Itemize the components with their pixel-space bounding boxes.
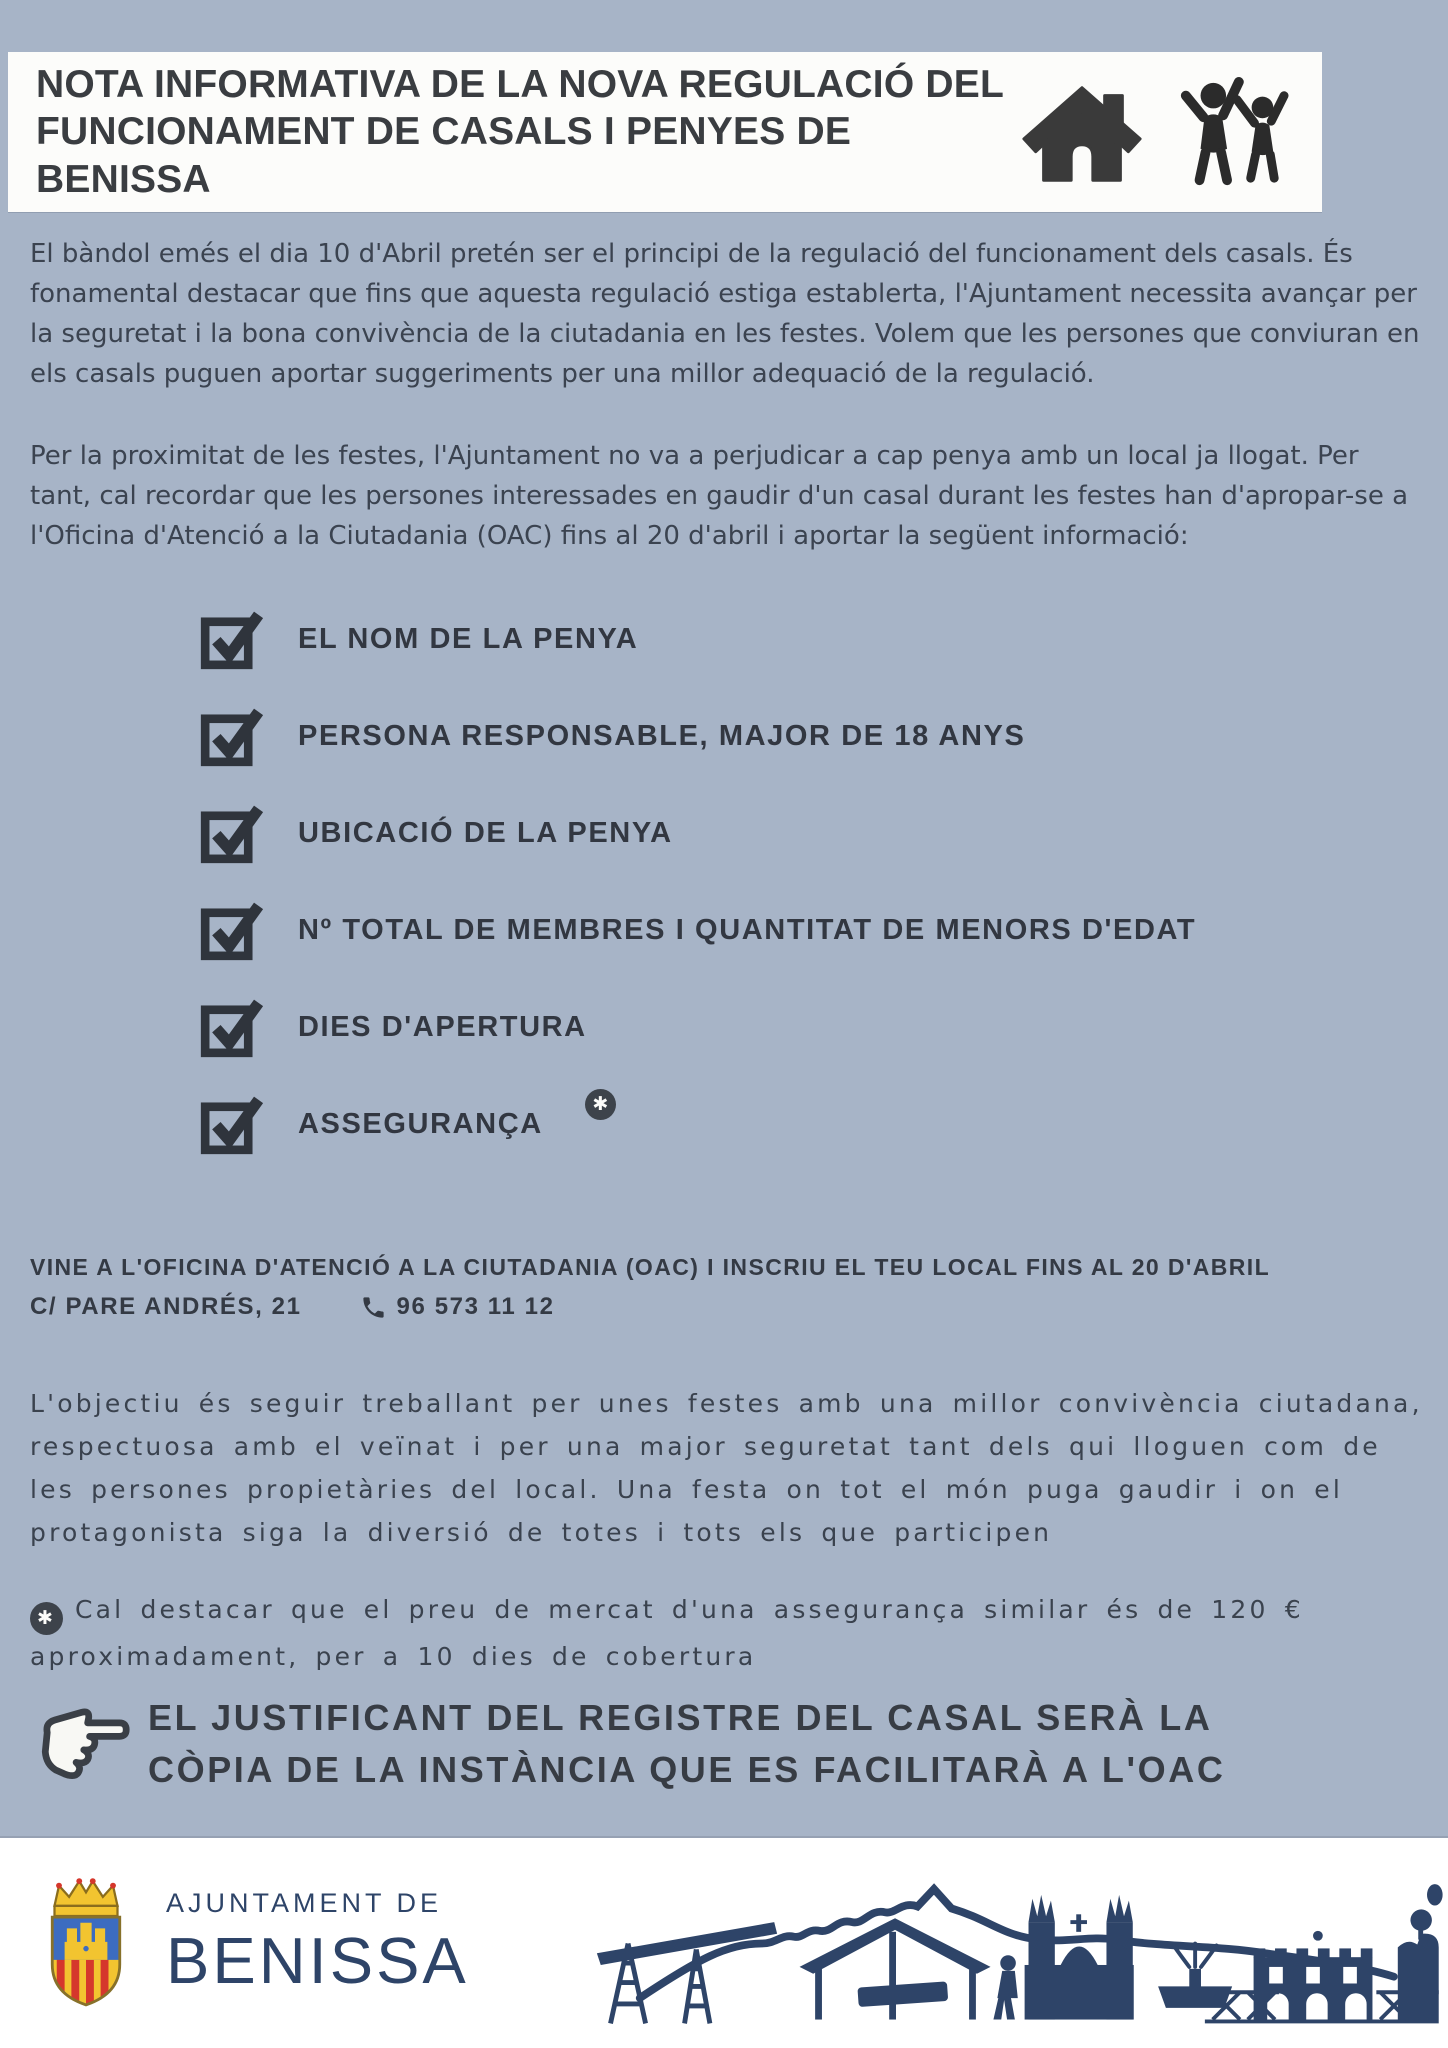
checked-checkbox-icon: [198, 1093, 264, 1155]
title-line-1: NOTA INFORMATIVA DE LA NOVA REGULACIÓ DEL: [36, 62, 1004, 106]
insurance-note-text: Cal destacar que el preu de mercat d'una assegurança similar és de 120 € aproximadament, per a 10 dies de cobertura: [30, 1595, 1304, 1671]
checklist-item: [198, 705, 1196, 767]
oac-phone-number: 96 573 11 12: [396, 1293, 555, 1320]
checklist-item: [198, 1093, 1196, 1155]
statement-line-2: CÒPIA DE LA INSTÀNCIA QUE ES FACILITARÀ A L'OAC: [148, 1749, 1226, 1790]
coat-of-arms-icon: [32, 1872, 140, 2014]
checklist-item: [198, 899, 1196, 961]
phone-icon: [360, 1294, 387, 1321]
intro-paragraph-2: Per la proximitat de les festes, l'Ajuntament no va a perjudicar a cap penya amb un local ja llogat. Per tant, cal recordar que les persones interessades en gaudir d'un casal durant les festes han d'apropar-se a l'Oficina d'Atenció a la Ciutadania (OAC) fins al 20 d'abril i aportar la següent informació:: [30, 441, 1409, 551]
statement-line-1: EL JUSTIFICANT DEL REGISTRE DEL CASAL SERÀ LA: [148, 1697, 1213, 1738]
page-title: [36, 61, 1018, 204]
oac-call-to-action: VINE A L'OFICINA D'ATENCIÓ A LA CIUTADANIA (OAC) I INSCRIU EL TEU LOCAL FINS AL 20 D'ABRIL: [30, 1254, 1271, 1280]
brand-text: [166, 1888, 469, 1998]
ajuntament-logo: [32, 1872, 469, 2014]
asterisk-badge-icon: ✱: [585, 1089, 616, 1120]
checked-checkbox-icon: [198, 899, 264, 961]
checklist-item-label: UBICACIÓ DE LA PENYA: [298, 816, 673, 849]
checklist-item-label: PERSONA RESPONSABLE, MAJOR DE 18 ANYS: [298, 719, 1026, 752]
header-title-box: [8, 52, 1322, 212]
brand-org-top: AJUNTAMENT DE: [166, 1888, 443, 1918]
footer: [0, 1836, 1448, 2048]
insurance-price-note: [30, 1588, 1428, 1678]
checklist-item: [198, 608, 1196, 670]
checked-checkbox-icon: [198, 705, 264, 767]
checklist-item-label: ASSEGURANÇA: [298, 1107, 543, 1140]
oac-address: C/ PARE ANDRÉS, 21: [30, 1293, 302, 1320]
header-icons: [1018, 76, 1296, 189]
title-line-2: FUNCIONAMENT DE CASALS I PENYES DE BENISSA: [36, 110, 852, 201]
pointing-hand-icon: [26, 1698, 132, 1798]
house-icon: [1018, 76, 1146, 188]
phone-group: [360, 1293, 555, 1321]
checklist-item-label: EL NOM DE LA PENYA: [298, 622, 639, 655]
required-info-checklist: [198, 608, 1196, 1190]
statement-text: [148, 1692, 1225, 1796]
oac-info-block: [30, 1254, 1422, 1321]
checklist-item: [198, 996, 1196, 1058]
registration-statement: [26, 1692, 1225, 1798]
objective-paragraph: L'objectiu és seguir treballant per unes festes amb una millor convivència ciutadana, respectuosa amb el veïnat i per una major seguretat tant dels qui lloguen com de les persones propietàries del local. Una festa on tot el món puga gaudir i on el protagonista siga la diversió de totes i tots els que participen: [30, 1389, 1423, 1547]
checklist-item: [198, 802, 1196, 864]
people-icon: [1172, 76, 1290, 189]
asterisk-badge-icon: ✱: [30, 1602, 63, 1635]
checked-checkbox-icon: [198, 608, 264, 670]
benissa-skyline-illustration: [572, 1850, 1448, 2040]
checklist-item-label: DIES D'APERTURA: [298, 1010, 587, 1043]
brand-org-name: BENISSA: [166, 1924, 469, 1997]
checked-checkbox-icon: [198, 802, 264, 864]
intro-paragraph-1: El bàndol emés el dia 10 d'Abril pretén ser el principi de la regulació del funcionament dels casals. És fonamental destacar que fins que aquesta regulació estiga establerta, l'Ajuntament necessita avançar per la seguretat i la bona convivència de la ciutadania en les festes. Volem que les persones que conviuran en els casals puguen aportar suggeriments per una millor adequació de la regulació.: [30, 239, 1420, 389]
checklist-item-label: Nº TOTAL DE MEMBRES I QUANTITAT DE MENORS D'EDAT: [298, 913, 1197, 946]
checked-checkbox-icon: [198, 996, 264, 1058]
